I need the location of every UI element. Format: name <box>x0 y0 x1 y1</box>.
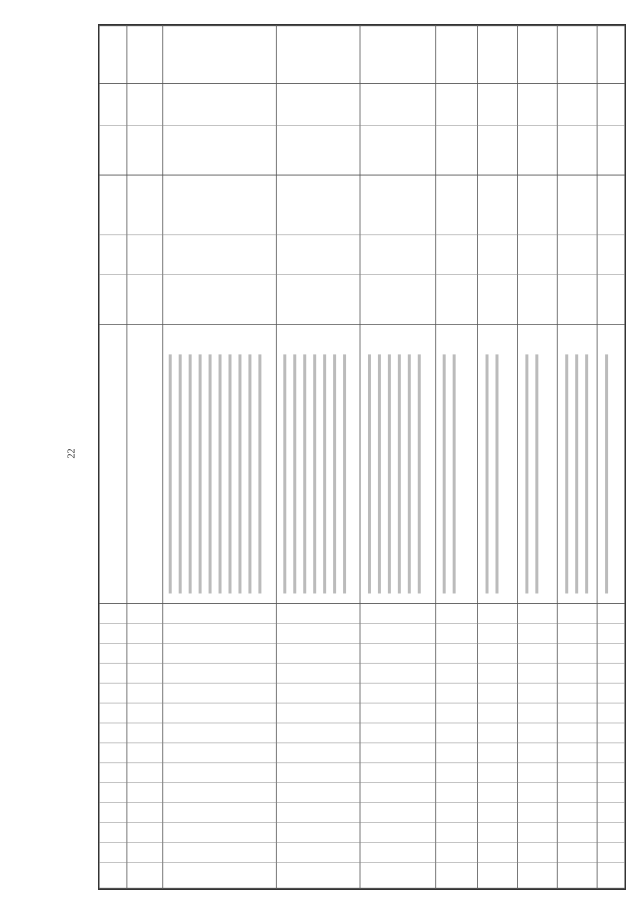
page-number: 22 <box>66 448 78 459</box>
rotated-program-table <box>98 24 626 890</box>
